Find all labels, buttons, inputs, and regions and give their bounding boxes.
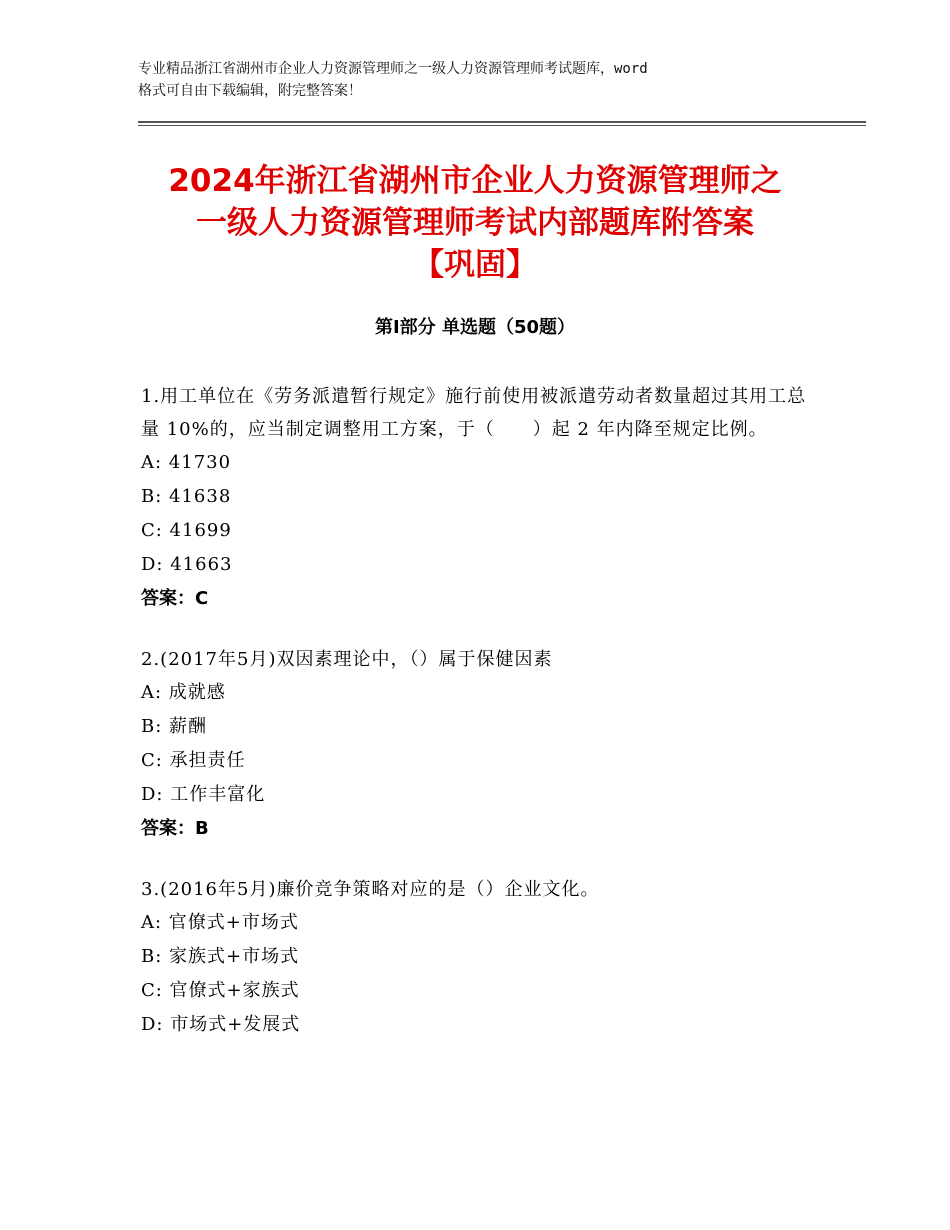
option-a: A: 41730 <box>141 452 232 473</box>
title-line-1: 2024年浙江省湖州市企业人力资源管理师之 <box>168 163 782 199</box>
question-stem: 1.用工单位在《劳务派遣暂行规定》施行前使用被派遣劳动者数量超过其用工总量 10%的，应当制定调整用工方案，于（ ）起 2 年内降至规定比例。 <box>141 386 807 440</box>
question-stem: 3.(2016年5月)廉价竞争策略对应的是（）企业文化。 <box>141 879 600 900</box>
option-c: C: 官僚式+家族式 <box>141 980 300 1001</box>
option-c: C: 承担责任 <box>141 750 246 771</box>
option-a: A: 成就感 <box>141 682 226 703</box>
document-title <box>120 160 830 286</box>
question-list <box>141 380 811 1069</box>
option-d: D: 市场式+发展式 <box>141 1014 301 1035</box>
question-stem: 2.(2017年5月)双因素理论中，（）属于保健因素 <box>141 649 553 670</box>
title-line-3: 【巩固】 <box>413 247 537 283</box>
question-1 <box>141 380 811 616</box>
option-d: D: 41663 <box>141 554 233 575</box>
answer-line: 答案：C <box>141 588 209 609</box>
option-b: B: 41638 <box>141 486 232 507</box>
section-title: 第Ⅰ部分 单选题（50题） <box>374 317 575 338</box>
header-line-1: 专业精品浙江省湖州市企业人力资源管理师之一级人力资源管理师考试题库，word <box>138 61 648 77</box>
answer-line: 答案：B <box>141 818 209 839</box>
option-b: B: 薪酬 <box>141 716 208 737</box>
question-3 <box>141 873 811 1042</box>
question-2 <box>141 643 811 846</box>
option-c: C: 41699 <box>141 520 232 541</box>
header-divider-thin <box>138 125 866 126</box>
option-a: A: 官僚式+市场式 <box>141 912 299 933</box>
header-line-2: 格式可自由下载编辑，附完整答案！ <box>138 83 362 99</box>
option-b: B: 家族式+市场式 <box>141 946 300 967</box>
title-line-2: 一级人力资源管理师考试内部题库附答案 <box>196 205 754 241</box>
document-header <box>138 58 828 102</box>
header-divider-thick <box>138 121 866 123</box>
option-d: D: 工作丰富化 <box>141 784 266 805</box>
